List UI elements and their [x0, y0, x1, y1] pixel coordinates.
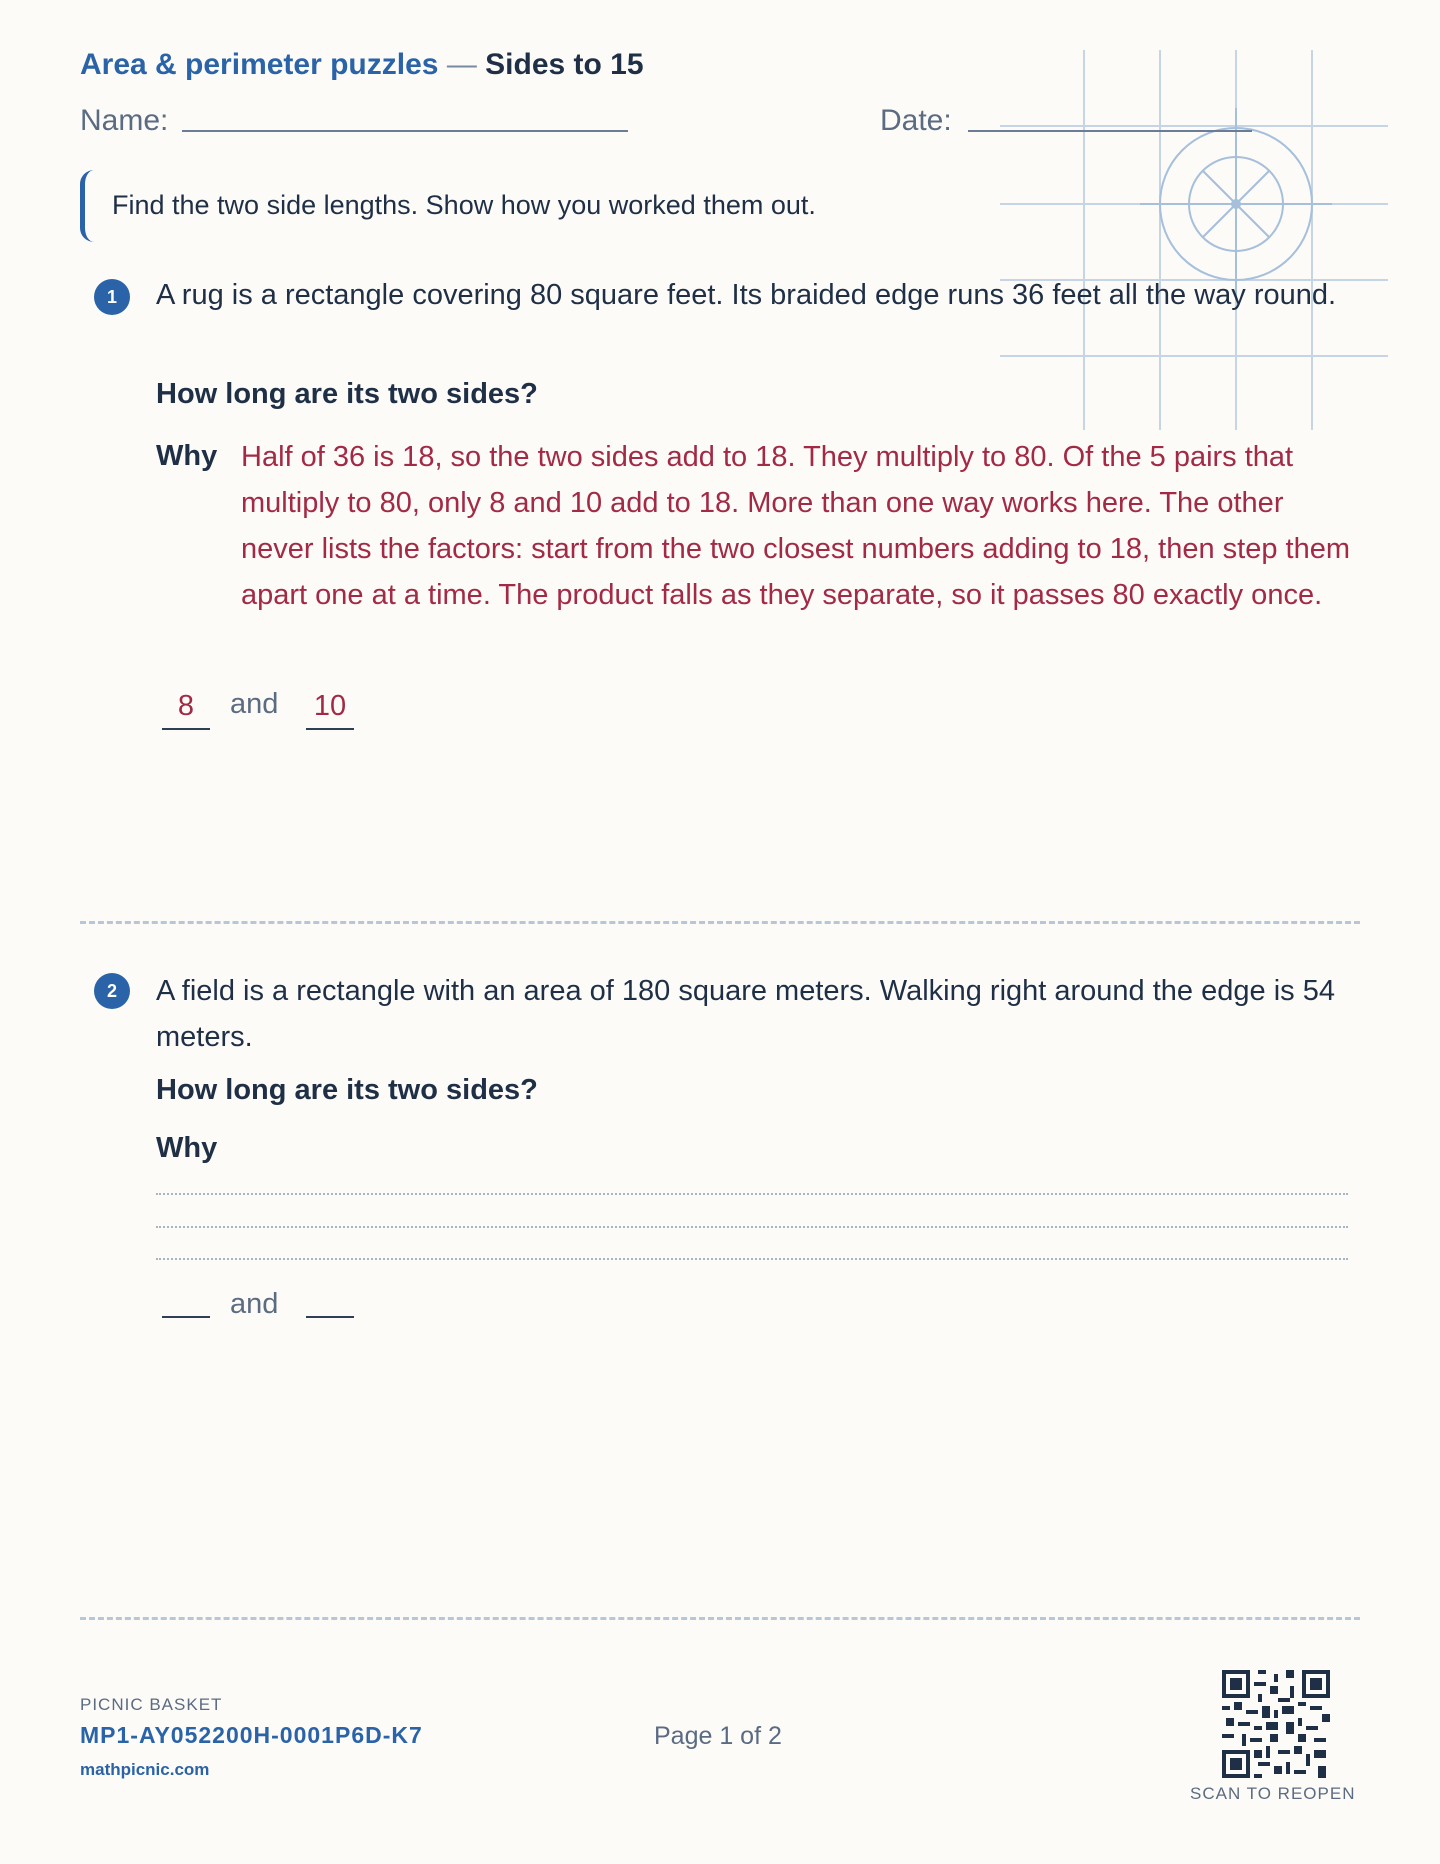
section-divider: [80, 921, 1360, 924]
problem-2-and-label: and: [230, 1288, 279, 1320]
footer-brand: PICNIC BASKET: [80, 1695, 223, 1714]
problem-1-and-label: and: [230, 688, 279, 720]
problem-2-number-badge: 2: [94, 973, 130, 1009]
footer-site-link[interactable]: mathpicnic.com: [80, 1760, 210, 1779]
problem-2-work-line-2[interactable]: [156, 1226, 1348, 1228]
problem-1-text: A rug is a rectangle covering 80 square feet. Its braided edge runs 36 feet all the way round.: [156, 279, 1337, 311]
problem-2-why-label: Why: [156, 1132, 218, 1164]
date-field[interactable]: [968, 130, 1252, 132]
title-main: Area & perimeter puzzles: [80, 48, 439, 81]
problem-1-question: How long are its two sides?: [156, 378, 538, 410]
page-title: [80, 48, 644, 82]
grid-target-decoration: [1000, 50, 1400, 435]
page-indicator: Page 1 of 2: [654, 1722, 782, 1750]
problem-2-answer-a[interactable]: [162, 1272, 210, 1318]
instructions-text: Find the two side lengths. Show how you worked them out.: [112, 190, 816, 220]
footer-code: MP1-AY052200H-0001P6D-K7: [80, 1722, 423, 1748]
problem-1-answer-a[interactable]: 8: [162, 684, 210, 730]
problem-1-number-badge: 1: [94, 279, 130, 315]
date-label: Date:: [880, 104, 952, 137]
footer-divider: [80, 1617, 1360, 1620]
scan-caption: SCAN TO REOPEN: [1190, 1784, 1356, 1803]
instruction-accent-bar: [80, 170, 94, 242]
qr-code-icon[interactable]: [1222, 1670, 1330, 1778]
problem-2-work-line-1[interactable]: [156, 1193, 1348, 1195]
name-field[interactable]: [182, 130, 628, 132]
problem-1-why-label: Why: [156, 440, 218, 472]
problem-2-text: A field is a rectangle with an area of 180 square meters. Walking right around the edge is 54 meters.: [156, 975, 1335, 1053]
title-separator: —: [446, 48, 477, 81]
problem-1-work[interactable]: Half of 36 is 18, so the two sides add to 18. They multiply to 80. Of the 5 pairs that multiply to 80, only 8 and 10 add to 18. More than one way works here. The other never lists the factors: start from the two closest numbers adding to 18, then step them apart one at a time. The product falls as they separate, so it passes 80 exactly once.: [241, 441, 1350, 611]
problem-2-work-line-3[interactable]: [156, 1258, 1348, 1260]
title-sub: Sides to 15: [485, 48, 644, 81]
problem-2-question: How long are its two sides?: [156, 1074, 538, 1106]
problem-1-answer-b[interactable]: 10: [306, 684, 354, 730]
name-label: Name:: [80, 104, 169, 137]
problem-2-answer-b[interactable]: [306, 1272, 354, 1318]
